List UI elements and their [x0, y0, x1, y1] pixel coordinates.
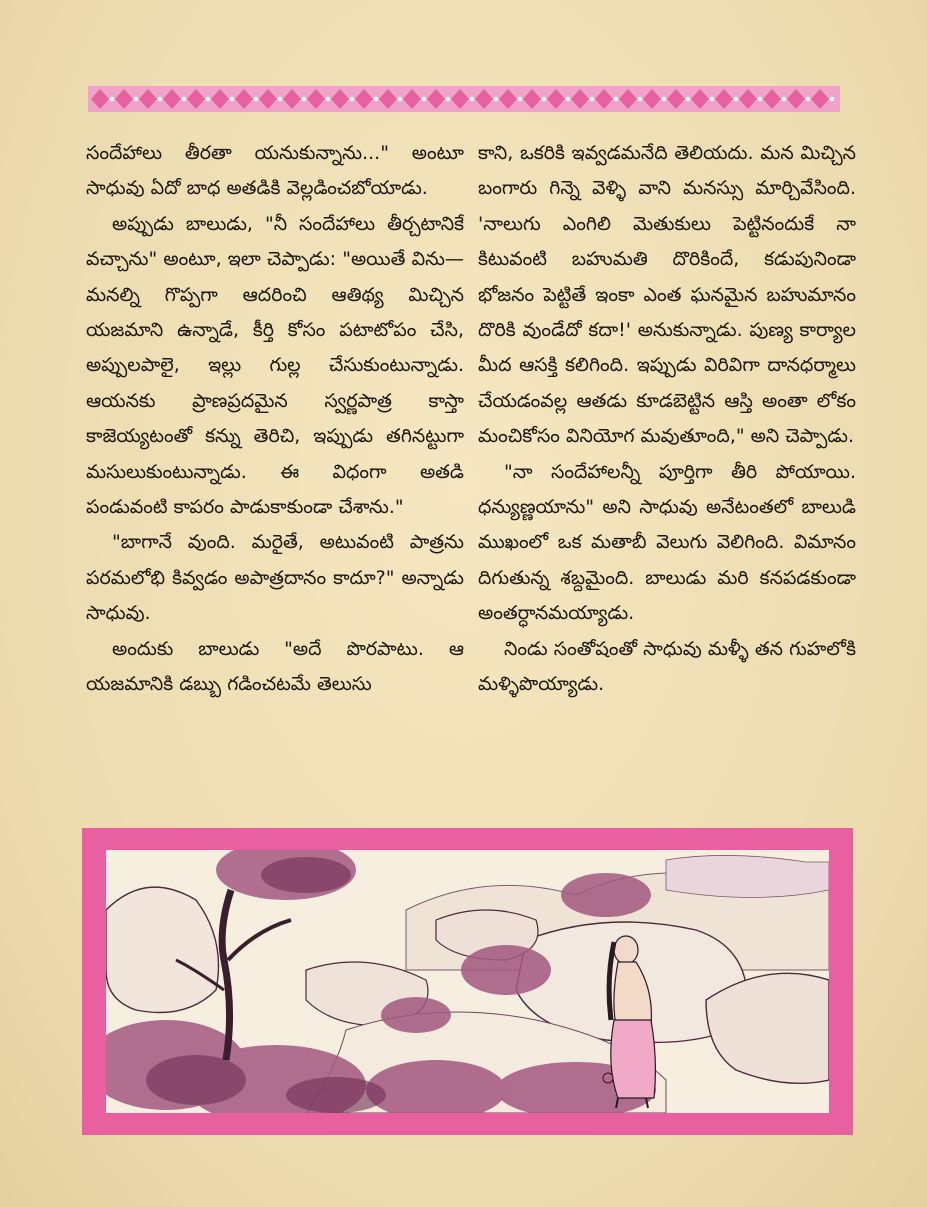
dot-motif [518, 97, 522, 101]
diamond-pattern-icon [88, 86, 840, 112]
diamond-motif [595, 89, 613, 109]
dot-motif [110, 97, 114, 101]
diamond-motif [643, 89, 661, 109]
dot-motif [302, 97, 306, 101]
diamond-motif [163, 89, 181, 109]
diamond-motif [187, 89, 205, 109]
paragraph-left-1: సందేహాలు తీరతా యనుకున్నాను..." అంటూ సాధువు ఏదో బాధ అతడికి వెల్లడించబోయాడు. [86, 142, 464, 200]
dot-motif [686, 97, 690, 101]
diamond-motif [211, 89, 229, 109]
diamond-motif [331, 89, 349, 109]
dot-motif [230, 97, 234, 101]
dot-motif [350, 97, 354, 101]
dot-motif [806, 97, 810, 101]
diamond-motif [739, 89, 757, 109]
diamond-motif [571, 89, 589, 109]
dot-motif [158, 97, 162, 101]
dot-motif [542, 97, 546, 101]
right-text-column [478, 136, 856, 703]
dot-motif [614, 97, 618, 101]
dot-motif [470, 97, 474, 101]
dot-motif [134, 97, 138, 101]
diamond-motif [283, 89, 301, 109]
dot-motif [422, 97, 426, 101]
diamond-motif [259, 89, 277, 109]
dot-motif [710, 97, 714, 101]
diamond-motif [451, 89, 469, 109]
diamond-motif [139, 89, 157, 109]
paragraph-left-4: అందుకు బాలుడు "అదే పొరపాటు. ఆ యజమానికి డబ్బు గడించటమే తెలుసు [86, 637, 464, 696]
diamond-motif [379, 89, 397, 109]
dot-motif [182, 97, 186, 101]
diamond-motif [355, 89, 373, 109]
diamond-motif [475, 89, 493, 109]
dot-motif [254, 97, 258, 101]
diamond-motif [715, 89, 733, 109]
diamond-motif [691, 89, 709, 109]
diamond-motif [811, 89, 829, 109]
dot-motif [494, 97, 498, 101]
story-illustration [106, 850, 829, 1113]
dot-motif [278, 97, 282, 101]
dot-motif [830, 97, 834, 101]
dot-motif [638, 97, 642, 101]
diamond-motif [403, 89, 421, 109]
dot-motif [590, 97, 594, 101]
diamond-motif [523, 89, 541, 109]
dot-motif [758, 97, 762, 101]
paragraph-right-2: "నా సందేహాలన్నీ పూర్తిగా తీరి పోయాయి. ధన్యుణ్ణయాను" అని సాధువు అనేటంతలో బాలుడి ముఖంలో ఒక మతాబీ వెలుగు వెలిగింది. విమానం దిగుతున్న శబ్దమైంది. బాలుడు మరి కనపడకుండా అంతర్ధానమయ్యాడు. [478, 460, 856, 625]
story-illustration-frame [82, 828, 853, 1135]
diamond-motif [667, 89, 685, 109]
dot-motif [206, 97, 210, 101]
diamond-motif [619, 89, 637, 109]
decorative-border-strip [88, 86, 840, 112]
diamond-motif [235, 89, 253, 109]
diamond-motif [427, 89, 445, 109]
dot-motif [374, 97, 378, 101]
sage-landscape-illustration [106, 850, 829, 1113]
diamond-motif [115, 89, 133, 109]
dot-motif [326, 97, 330, 101]
dot-motif [566, 97, 570, 101]
diamond-motif [91, 89, 109, 109]
left-text-column [86, 136, 464, 703]
paragraph-left-3: "బాగానే వుంది. మరైతే, అటువంటి పాత్రను పరమలోభి కివ్వడం అపాత్రదానం కాదూ?" అన్నాడు సాధువు. [86, 531, 464, 625]
dot-motif [662, 97, 666, 101]
diamond-motif [787, 89, 805, 109]
paragraph-left-2: అప్పుడు బాలుడు, "నీ సందేహాలు తీర్చటానికే వచ్చాను" అంటూ, ఇలా చెప్పాడు: "అయితే విను—మనల్ని గొప్పగా ఆదరించి ఆతిథ్య మిచ్చిన యజమాని ఉన్నాడే, కీర్తి కోసం పటాటోపం చేసి, అప్పులపాలై, ఇల్లు గుల్ల చేసుకుంటున్నాడు. ఆయనకు ప్రాణప్రదమైన స్వర్ణపాత్ర కాస్తా కాజెయ్యటంతో కన్ను తెరిచి, ఇప్పుడు తగినట్టుగా మసులుకుంటున్నాడు. ఈ విధంగా అతడి పండువంటి కాపరం పాడుకాకుండా చేశాను." [86, 212, 464, 519]
diamond-motif [307, 89, 325, 109]
dot-motif [446, 97, 450, 101]
dot-motif [398, 97, 402, 101]
diamond-motif [547, 89, 565, 109]
diamond-motif [499, 89, 517, 109]
dot-motif [734, 97, 738, 101]
paragraph-right-1: కాని, ఒకరికి ఇవ్వడమనేది తెలియదు. మన మిచ్చిన బంగారు గిన్నె వెళ్ళి వాని మనస్సు మార్చివేసింది. 'నాలుగు ఎంగిలి మెతుకులు పెట్టినందుకే నా కిటువంటి బహుమతి దొరికిందే, కడుపునిండా భోజనం పెట్టితే ఇంకా ఎంత ఘనమైన బహుమానం దొరికి వుండేదో కదా!' అనుకున్నాడు. పుణ్య కార్యాల మీద ఆసక్తి కలిగింది. ఇప్పుడు విరివిగా దానధర్మాలు చేయడంవల్ల ఆతడు కూడబెట్టిన ఆస్తి అంతా లోకం మంచికోసం వినియోగ మవుతూంది," అని చెప్పాడు. [478, 142, 856, 448]
diamond-motif [763, 89, 781, 109]
paragraph-right-3: నిండు సంతోషంతో సాధువు మళ్ళీ తన గుహలోకి మళ్ళిపొయ్యాడు. [478, 637, 856, 696]
dot-motif [782, 97, 786, 101]
